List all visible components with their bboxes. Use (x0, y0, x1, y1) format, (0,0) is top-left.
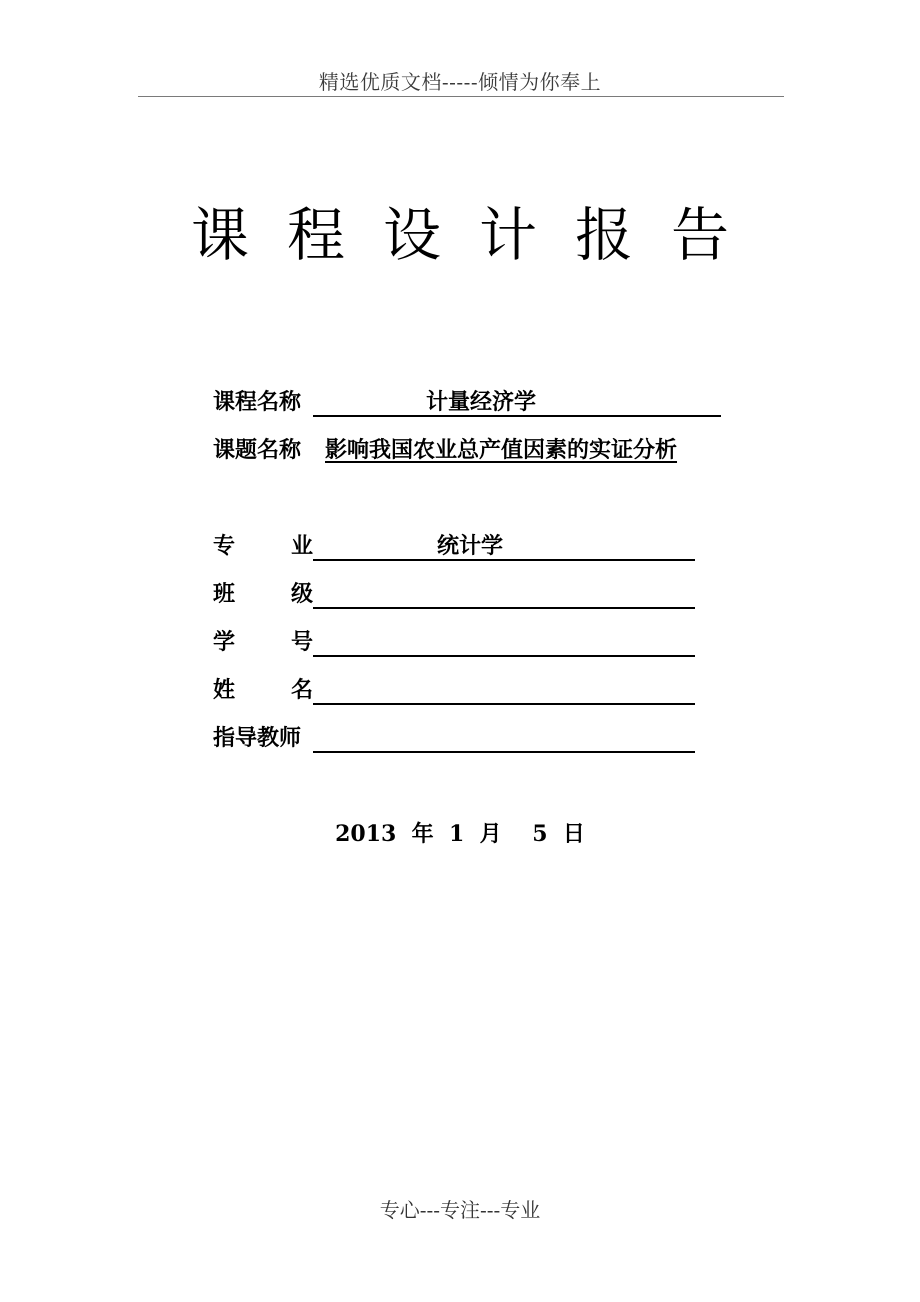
course-name-value: 计量经济学 (426, 389, 537, 415)
topic-name-label: 课题名称 (213, 437, 302, 463)
class-field[interactable] (313, 578, 695, 609)
report-date: 2013 年 1 月 5 日 (335, 821, 585, 847)
name-label: 姓 名 (213, 677, 313, 703)
topic-name-value[interactable]: 影响我国农业总产值因素的实证分析 (325, 437, 678, 463)
title-char: 告 (671, 201, 730, 269)
advisor-field[interactable] (313, 722, 695, 753)
report-title (0, 196, 920, 274)
title-char: 计 (479, 201, 538, 269)
title-char: 设 (382, 201, 441, 269)
course-name-field[interactable] (313, 386, 721, 417)
student-id-label: 学 号 (213, 629, 313, 655)
course-name-label: 课程名称 (213, 389, 302, 415)
major-label: 专 业 (213, 533, 313, 559)
name-field[interactable] (313, 674, 695, 705)
page-header: 精选优质文档-----倾情为你奉上 (318, 70, 602, 94)
header-divider (138, 96, 784, 97)
major-value: 统计学 (437, 533, 504, 559)
major-field[interactable] (313, 530, 695, 561)
title-char: 报 (575, 201, 634, 269)
title-char: 程 (286, 201, 345, 269)
class-label: 班 级 (213, 581, 313, 607)
advisor-label: 指导教师 (213, 725, 302, 751)
student-id-field[interactable] (313, 626, 695, 657)
title-char: 课 (190, 201, 249, 269)
page-footer: 专心---专注---专业 (379, 1198, 541, 1222)
